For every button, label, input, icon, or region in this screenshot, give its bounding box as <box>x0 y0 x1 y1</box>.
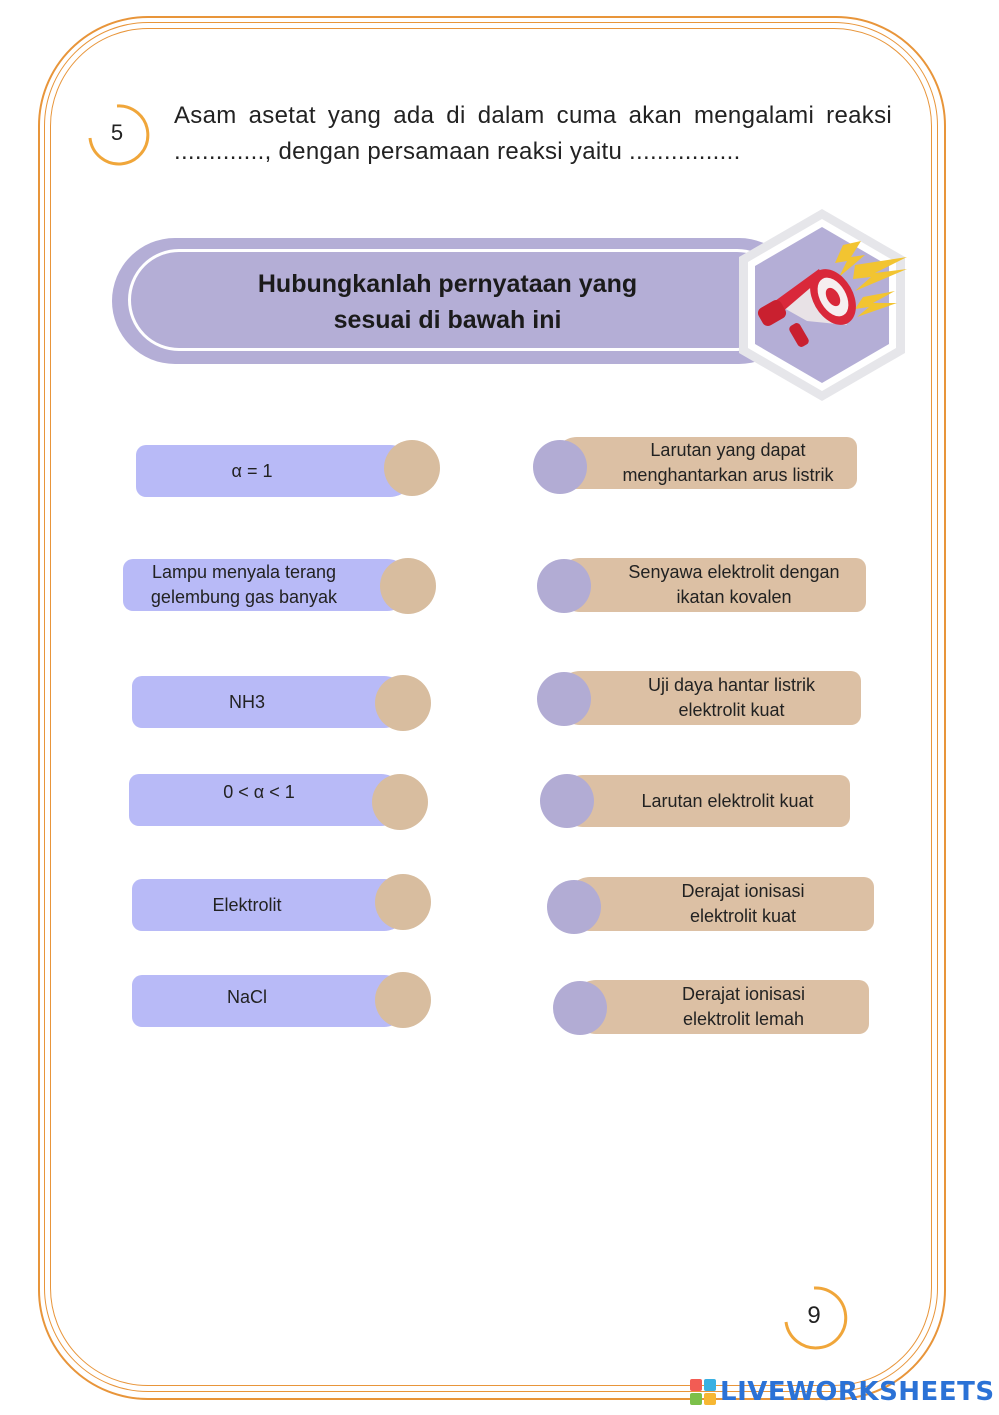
left-item-4 <box>129 774 405 826</box>
right-item-3 <box>556 671 861 725</box>
left-item-6-connector[interactable] <box>375 972 431 1028</box>
left-item-2-connector[interactable] <box>380 558 436 614</box>
left-item-1 <box>136 445 414 497</box>
left-item-3-connector[interactable] <box>375 675 431 731</box>
left-item-5-label: Elektrolit <box>212 894 282 915</box>
left-item-1-label: α = 1 <box>231 460 273 481</box>
right-item-3-label: Uji daya hantar listrik elektrolit kuat <box>647 675 816 720</box>
right-item-1-connector[interactable] <box>533 440 587 494</box>
right-item-4 <box>559 775 850 827</box>
brand-name: LIVEWORKSHEETS <box>720 1377 995 1407</box>
right-item-2 <box>556 558 866 612</box>
right-item-5-connector[interactable] <box>547 880 601 934</box>
question-number: 5 <box>110 120 124 145</box>
megaphone-icon <box>735 205 909 405</box>
left-item-2 <box>123 559 411 611</box>
question-text: Asam asetat yang ada di dalam cuma akan mengalami reaksi ............., dengan persamaan reaksi yaitu ................ <box>174 102 892 165</box>
right-item-4-connector[interactable] <box>540 774 594 828</box>
right-item-5-label: Derajat ionisasi elektrolit kuat <box>681 881 805 926</box>
page-number-badge <box>784 1286 844 1346</box>
instruction-title-line1: Hubungkanlah pernyataan yang <box>257 270 638 298</box>
right-item-4-label: Larutan elektrolit kuat <box>641 790 814 811</box>
left-item-3 <box>132 676 408 728</box>
instruction-title <box>190 266 705 338</box>
right-item-3-connector[interactable] <box>537 672 591 726</box>
right-item-2-label: Senyawa elektrolit dengan ikatan kovalen <box>628 562 840 607</box>
right-item-1 <box>553 437 857 489</box>
instruction-title-line2: sesuai di bawah ini <box>333 306 562 334</box>
right-item-1-label: Larutan yang dapat menghantarkan arus listrik <box>622 440 834 485</box>
left-item-2-label: Lampu menyala terang gelembung gas banyak <box>150 562 338 607</box>
right-item-2-connector[interactable] <box>537 559 591 613</box>
right-item-5 <box>566 877 874 931</box>
left-item-4-connector[interactable] <box>372 774 428 830</box>
right-item-6-connector[interactable] <box>553 981 607 1035</box>
left-item-6 <box>132 975 408 1027</box>
liveworksheets-brand <box>690 1375 995 1409</box>
left-item-4-label: 0 < α < 1 <box>223 782 295 802</box>
page-number: 9 <box>807 1302 821 1329</box>
left-item-5 <box>132 879 408 931</box>
left-item-5-connector[interactable] <box>375 874 431 930</box>
right-item-6-label: Derajat ionisasi elektrolit lemah <box>681 984 806 1029</box>
question-number-badge <box>88 104 146 162</box>
liveworksheets-logo-icon <box>690 1379 716 1405</box>
left-item-6-label: NaCl <box>226 987 267 1007</box>
left-item-1-connector[interactable] <box>384 440 440 496</box>
right-item-6 <box>572 980 869 1034</box>
left-item-3-label: NH3 <box>228 691 265 712</box>
